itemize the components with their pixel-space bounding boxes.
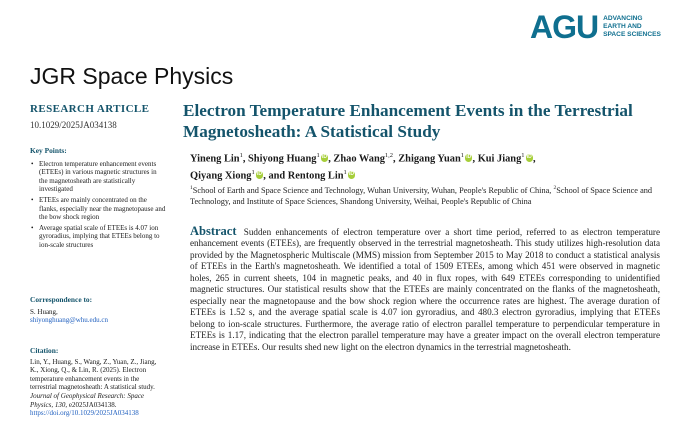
key-point-item: • Average spatial scale of ETEEs is 4.07 ion gyroradius, implying that ETEEs belong to ion-scale structures [30,224,166,250]
author-separator: , [328,153,334,165]
author-affil-sup: 1,2 [384,152,394,159]
key-point-item: • Electron temperature enhancement events (ETEEs) in various magnetic structures in the magnetosheath are statistically investigated [30,160,166,194]
author-name: Zhigang Yuan [398,153,461,165]
paper-title: Electron Temperature Enhancement Events in the Terrestrial Magnetosheath: A Statistical Study [183,101,633,141]
orcid-icon[interactable]: iD [257,171,262,178]
key-points [30,147,166,252]
affiliation-2: School of Space Science and Technology, and Institute of Space Sciences, Shandong University, Weihai, People's Republic of China [190,185,653,206]
citation-text [30,358,166,418]
article-doi: 10.1029/2025JA034138 [30,120,117,130]
correspondence-name: S. Huang, [30,307,58,316]
agu-tagline-line-2: EARTH AND [603,23,642,30]
orcid-icon[interactable]: iD [466,154,472,161]
agu-logo [530,8,661,46]
citation-doi-link[interactable]: https://doi.org/10.1029/2025JA034138 [30,409,139,418]
author-separator: , [242,153,249,165]
author-affil-sup: 1 [239,152,243,159]
citation-journal: Journal of Geophysical Research: Space Physics, 130, [30,391,145,409]
author-affil-sup: 1 [343,168,347,176]
author-affil-sup: 1 [521,152,525,159]
author-name: Qiyang Xiong [190,170,252,182]
author-name: Rentong Lin [287,170,344,182]
key-point-item: • ETEEs are mainly concentrated on the flanks, especially near the magnetopause and the bow shock region [30,196,166,222]
citation [30,347,166,418]
author-separator: , [393,153,399,165]
journal-name: JGR Space Physics [30,63,234,89]
affiliations [190,183,660,207]
citation-heading: Citation: [30,346,59,355]
author-separator: , and [263,170,288,182]
affil-sup: 1 [190,185,193,191]
agu-logo-tagline [603,15,661,39]
agu-tagline-line-3: SPACE SCIENCES [603,31,661,38]
correspondence-heading: Correspondence to: [30,295,93,304]
author-name: Shiyong Huang [248,153,317,165]
author-name: Kui Jiang [477,153,522,165]
orcid-icon[interactable]: iD [526,154,532,161]
correspondence [30,296,166,325]
author-separator: , [533,153,536,165]
abstract-heading: Abstract [190,224,237,238]
author-affil-sup: 1 [316,152,320,159]
agu-logo-mark: AGU [530,9,599,45]
key-points-list [30,160,166,250]
author-separator: , [472,153,478,165]
key-points-heading: Key Points: [30,146,67,155]
citation-article-number: e2025JA034138. [68,400,117,409]
author-list [190,149,630,183]
author-affil-sup: 1 [460,152,464,159]
article-type: RESEARCH ARTICLE [30,103,150,115]
author-affil-sup: 1 [251,168,255,176]
correspondence-email-link[interactable]: shiyonghuang@whu.edu.cn [30,316,108,325]
agu-tagline-line-1: ADVANCING [603,15,643,22]
orcid-icon[interactable]: iD [349,171,355,178]
affil-sup: 2 [553,185,557,191]
orcid-icon[interactable]: iD [321,154,327,161]
citation-reference: Lin, Y., Huang, S., Wang, Z., Yuan, Z., Jiang, K., Xiong, Q., & Lin, R. (2025). Electron temperature enhancement events in the terrestrial magnetosheath: A statistical study. [30,357,157,392]
author-name: Zhao Wang [333,153,385,165]
abstract-text: Sudden enhancements of electron temperature over a short time period, referred to as electron temperature enhancement events (ETEEs), are frequently observed in the terrestrial magnetosheath. This study utilizes high-resolution data provided by the Magnetospheric Multiscale (MMS) mission from September 2015 to May 2018 to conduct a statistical analysis of ETEEs in the Earth's magnetosheath. We identified a total of 1509 ETEEs, among which 451 were observed in magnetic holes, 265 in current sheets, 104 in magnetic peaks, and 40 in flux ropes, with 649 ETEEs corresponding to unidentified magnetic structures. Our statistical results show that the ETEEs are mainly concentrated on the flanks of the magnetosheath, especially near the magnetopause and the bow shock region where the occurrence rates are highest. The average duration of ETEEs is 1.52 s, and the average spatial scale is 4.07 ion gyroradius, and 480.3 electron gyroradius, implying that ETEEs belong to ion-scale structures. Furthermore, the average ratio of electron parallel temperature to perpendicular temperature in ETEEs is 1.17, indicating that the electron parallel temperature may have a greater impact on the overall electron temperature increase in ETEEs. Our results shed new light on the electron dynamics in the terrestrial magnetosheath. [190,227,661,352]
affiliation-1: School of Earth and Space Science and Technology, Wuhan University, Wuhan, People's Republic of China, [192,185,552,195]
author-name: Yineng Lin [190,153,240,165]
abstract [190,226,660,353]
